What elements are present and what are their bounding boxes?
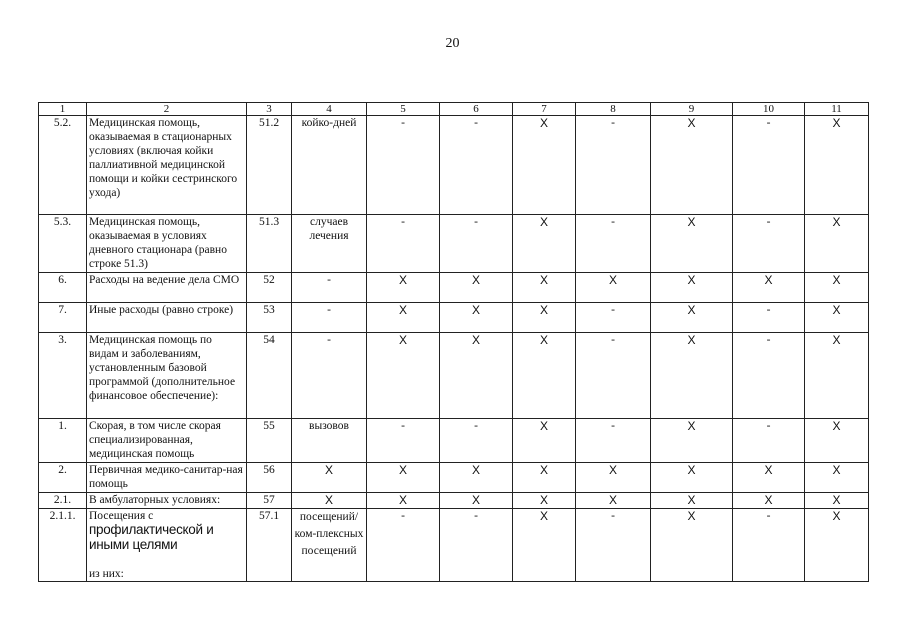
cell-value: X	[805, 273, 869, 303]
row-name-part: Посещения с	[89, 510, 154, 522]
cell-value: -	[576, 116, 651, 215]
cell-value: X	[651, 463, 733, 493]
col-header: 1	[39, 103, 87, 116]
table-row	[39, 463, 869, 493]
cell-value: X	[513, 215, 576, 273]
cell-value: -	[733, 303, 805, 333]
unit: X	[292, 493, 367, 509]
table-row	[39, 116, 869, 215]
table-row	[39, 419, 869, 463]
col-header: 6	[440, 103, 513, 116]
cell-value: X	[367, 273, 440, 303]
cell-value: -	[440, 116, 513, 215]
line-code: 51.3	[247, 215, 292, 273]
line-code: 51.2	[247, 116, 292, 215]
cell-value: X	[367, 333, 440, 419]
cell-value: X	[651, 509, 733, 582]
cell-value: -	[576, 303, 651, 333]
row-name: Расходы на ведение дела СМО	[87, 273, 247, 303]
cell-value: X	[513, 493, 576, 509]
cell-value: X	[651, 303, 733, 333]
page-number: 20	[445, 36, 460, 51]
unit: -	[292, 273, 367, 303]
cell-value: X	[651, 215, 733, 273]
cell-value: X	[651, 419, 733, 463]
row-number: 2.	[39, 463, 87, 493]
cell-value: X	[513, 116, 576, 215]
line-code: 57	[247, 493, 292, 509]
col-header: 8	[576, 103, 651, 116]
row-name: Медицинская помощь по видам и заболеваниям, установленным базовой программой (дополнительное финансовое обеспечение):	[87, 333, 247, 419]
cell-value: -	[733, 333, 805, 419]
line-code: 53	[247, 303, 292, 333]
cell-value: X	[440, 493, 513, 509]
unit: вызовов	[292, 419, 367, 463]
cell-value: X	[805, 509, 869, 582]
row-number: 5.2.	[39, 116, 87, 215]
unit: койко-дней	[292, 116, 367, 215]
row-number: 5.3.	[39, 215, 87, 273]
unit: посещений/ком-плексных посещений	[292, 509, 367, 582]
row-name: Скорая, в том числе скорая специализированная, медицинская помощь	[87, 419, 247, 463]
unit: случаев лечения	[292, 215, 367, 273]
row-name: Первичная медико-санитар-ная помощь	[87, 463, 247, 493]
unit: -	[292, 303, 367, 333]
cell-value: X	[651, 333, 733, 419]
cell-value: X	[367, 493, 440, 509]
table-row	[39, 273, 869, 303]
col-header: 4	[292, 103, 367, 116]
cell-value: X	[733, 463, 805, 493]
table-row	[39, 493, 869, 509]
col-header: 5	[367, 103, 440, 116]
col-header: 9	[651, 103, 733, 116]
cell-value: X	[513, 303, 576, 333]
cell-value: -	[733, 509, 805, 582]
unit: X	[292, 463, 367, 493]
cell-value: X	[367, 303, 440, 333]
line-code: 57.1	[247, 509, 292, 582]
line-code: 55	[247, 419, 292, 463]
cell-value: -	[576, 215, 651, 273]
cell-value: -	[367, 215, 440, 273]
cell-value: X	[440, 273, 513, 303]
header-row	[39, 103, 869, 116]
cell-value: X	[651, 273, 733, 303]
cell-value: X	[805, 493, 869, 509]
cell-value: X	[367, 463, 440, 493]
row-name: Медицинская помощь, оказываемая в условиях дневного стационара (равно строке 51.3)	[87, 215, 247, 273]
cell-value: -	[733, 116, 805, 215]
row-name-part: из них:	[89, 568, 124, 580]
row-number: 3.	[39, 333, 87, 419]
row-number: 6.	[39, 273, 87, 303]
cell-value: -	[440, 419, 513, 463]
table-row	[39, 303, 869, 333]
col-header: 3	[247, 103, 292, 116]
cell-value: X	[513, 273, 576, 303]
line-code: 56	[247, 463, 292, 493]
row-name: Иные расходы (равно строке)	[87, 303, 247, 333]
cell-value: X	[805, 463, 869, 493]
row-name: В амбулаторных условиях:	[87, 493, 247, 509]
cell-value: -	[576, 333, 651, 419]
cell-value: -	[367, 116, 440, 215]
row-number: 2.1.	[39, 493, 87, 509]
col-header: 10	[733, 103, 805, 116]
row-number: 2.1.1.	[39, 509, 87, 582]
cell-value: X	[651, 116, 733, 215]
cell-value: X	[513, 333, 576, 419]
table-row	[39, 509, 869, 582]
cell-value: X	[440, 303, 513, 333]
line-code: 52	[247, 273, 292, 303]
col-header: 7	[513, 103, 576, 116]
row-number: 1.	[39, 419, 87, 463]
cell-value: X	[805, 333, 869, 419]
row-name-part: профилактической и иными целями	[89, 522, 214, 552]
table-row	[39, 215, 869, 273]
cell-value: X	[576, 493, 651, 509]
col-header: 2	[87, 103, 247, 116]
cell-value: -	[367, 509, 440, 582]
cell-value: -	[576, 419, 651, 463]
cell-value: X	[651, 493, 733, 509]
cell-value: X	[440, 463, 513, 493]
line-code: 54	[247, 333, 292, 419]
cell-value: X	[513, 419, 576, 463]
cell-value: X	[805, 215, 869, 273]
cell-value: X	[513, 509, 576, 582]
table-row	[39, 333, 869, 419]
cell-value: -	[440, 215, 513, 273]
cell-value: X	[513, 463, 576, 493]
cell-value: X	[805, 116, 869, 215]
unit: -	[292, 333, 367, 419]
cell-value: X	[805, 419, 869, 463]
cell-value: X	[733, 493, 805, 509]
col-header: 11	[805, 103, 869, 116]
report-table	[38, 102, 869, 582]
row-number: 7.	[39, 303, 87, 333]
cell-value: -	[440, 509, 513, 582]
cell-value: X	[576, 463, 651, 493]
cell-value: X	[440, 333, 513, 419]
cell-value: X	[805, 303, 869, 333]
row-name: Медицинская помощь, оказываемая в стационарных условиях (включая койки паллиативной медицинской помощи и койки сестринского ухода)	[87, 116, 247, 215]
cell-value: X	[576, 273, 651, 303]
cell-value: -	[367, 419, 440, 463]
cell-value: X	[733, 273, 805, 303]
cell-value: -	[733, 419, 805, 463]
cell-value: -	[733, 215, 805, 273]
row-name	[87, 509, 247, 582]
cell-value: -	[576, 509, 651, 582]
